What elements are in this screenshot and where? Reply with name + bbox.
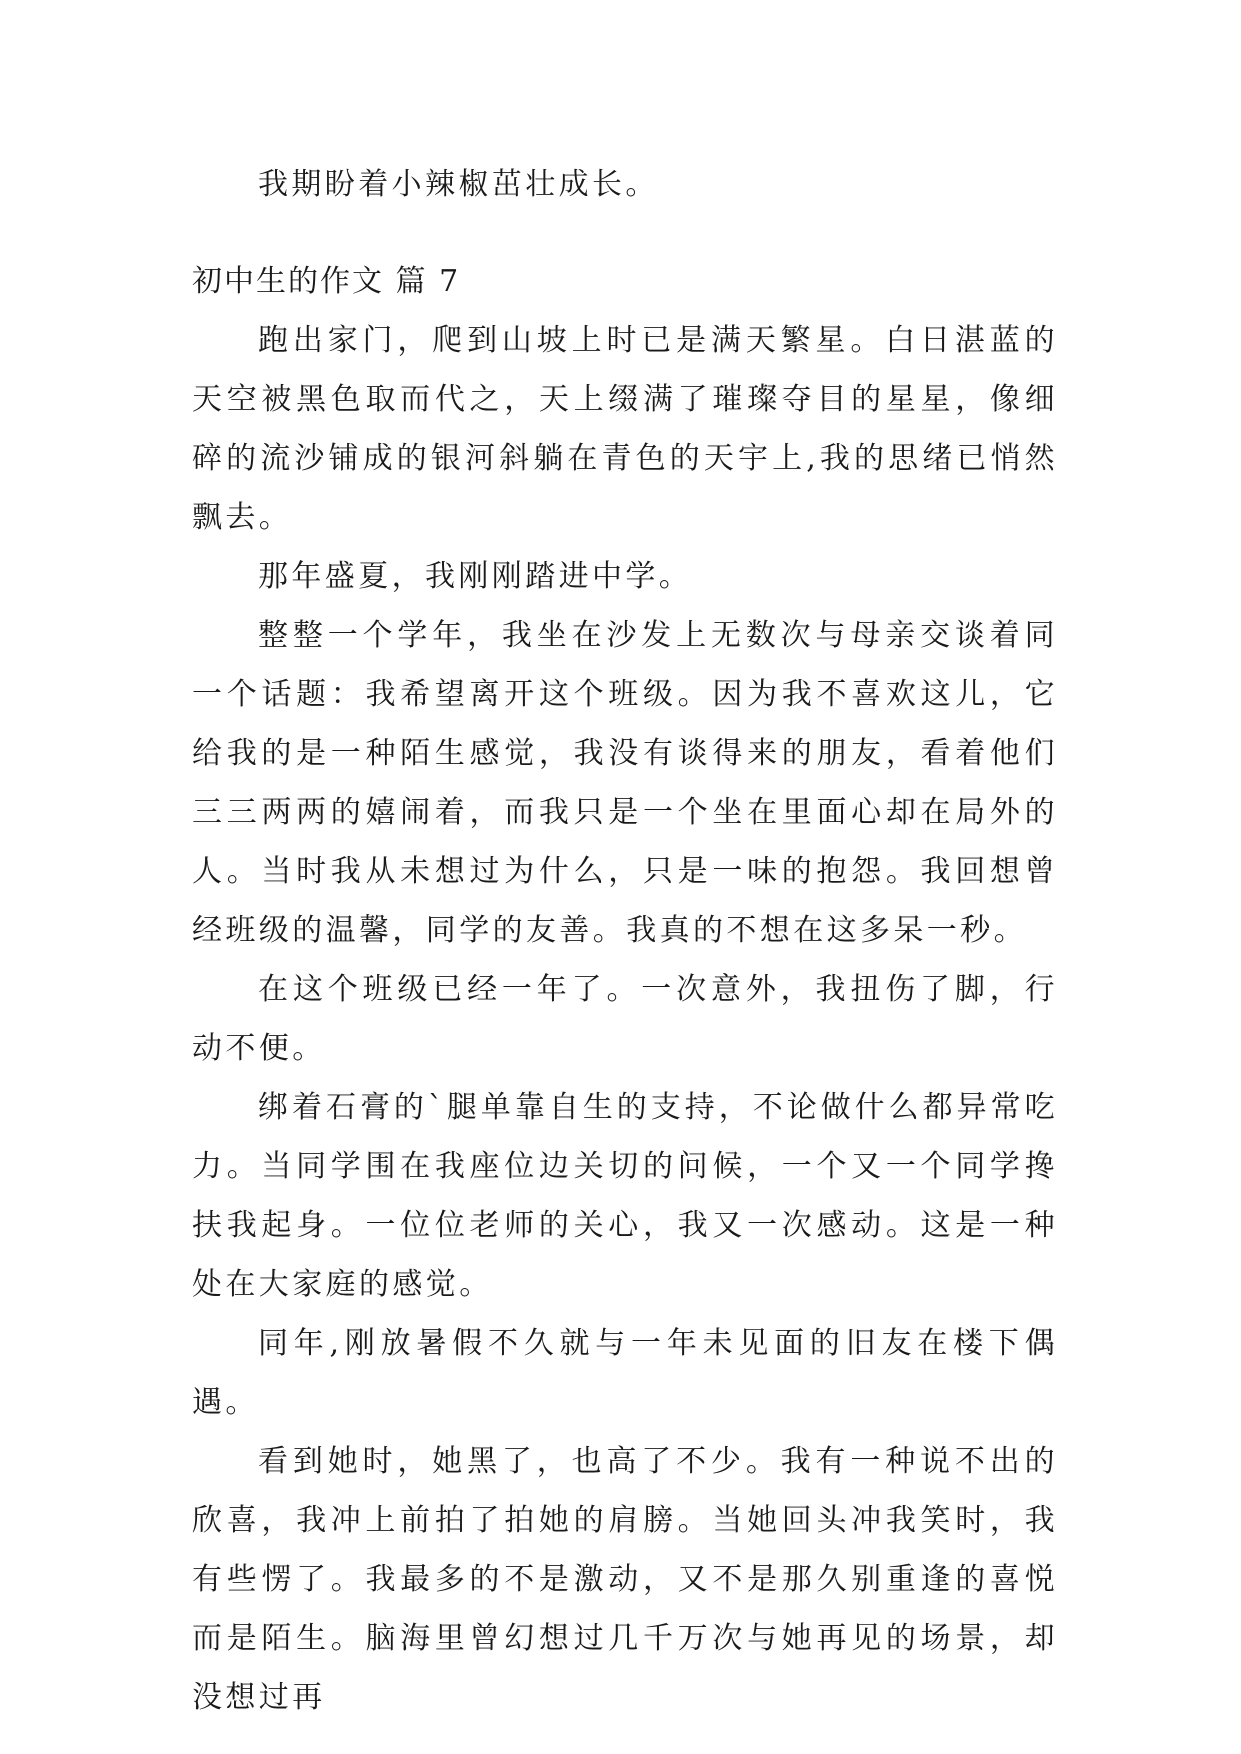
paragraph-1: 跑出家门，爬到山坡上时已是满天繁星。白日湛蓝的天空被黑色取而代之，天上缀满了璀璨夺目的星星，像细碎的流沙铺成的银河斜躺在青色的天宇上,我的思绪已悄然飘去。 xyxy=(192,323,1058,535)
paragraph-3: 整整一个学年，我坐在沙发上无数次与母亲交谈着同一个话题：我希望离开这个班级。因为我不喜欢这儿，它给我的是一种陌生感觉，我没有谈得来的朋友，看着他们三三两两的嬉闹着，而我只是一个坐在里面心却在局外的人。当时我从未想过为什么，只是一味的抱怨。我回想曾经班级的温馨，同学的友善。我真的不想在这多呆一秒。 xyxy=(192,618,1058,948)
document-body xyxy=(192,155,1058,1727)
lead-paragraph: 我期盼着小辣椒茁壮成长。 xyxy=(258,167,659,202)
paragraph-7: 看到她时，她黑了，也高了不少。我有一种说不出的欣喜，我冲上前拍了拍她的肩膀。当她回头冲我笑时，我有些愣了。我最多的不是激动，又不是那久别重逢的喜悦而是陌生。脑海里曾幻想过几千万次与她再见的场景，却没想过再 xyxy=(192,1444,1058,1715)
paragraph-2: 那年盛夏，我刚刚踏进中学。 xyxy=(258,559,693,594)
paragraph-6: 同年,刚放暑假不久就与一年未见面的旧友在楼下偶遇。 xyxy=(192,1326,1058,1420)
section-heading: 初中生的作文 篇 7 xyxy=(192,264,461,299)
paragraph-5: 绑着石膏的`腿单靠自生的支持，不论做什么都异常吃力。当同学围在我座位边关切的问候，一个又一个同学搀扶我起身。一位位老师的关心，我又一次感动。这是一种处在大家庭的感觉。 xyxy=(192,1090,1058,1302)
paragraph-4: 在这个班级已经一年了。一次意外，我扭伤了脚，行动不便。 xyxy=(192,972,1058,1066)
